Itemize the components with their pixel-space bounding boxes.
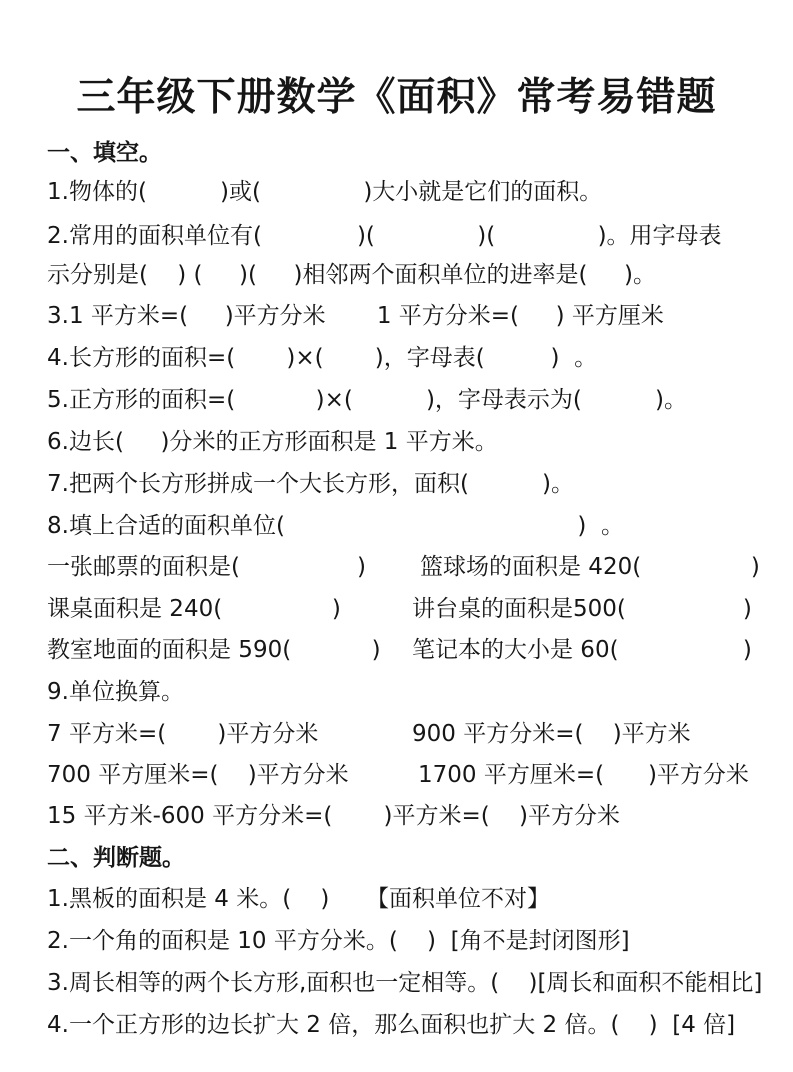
units-row-2-right: 讲台桌的面积是500( ) [412, 596, 752, 622]
section1-heading: 一、填空。 [47, 140, 162, 166]
fill-question-3: 3.1 平方米=( )平方分米 1 平方分米=( ) 平方厘米 [47, 303, 664, 329]
units-row-3-left: 教室地面的面积是 590( ) [47, 637, 381, 663]
fill-question-1: 1.物体的( )或( )大小就是它们的面积。 [47, 179, 603, 205]
units-row-3-right: 笔记本的大小是 60( ) [412, 637, 752, 663]
conversion-row-1-left: 7 平方米=( )平方分米 [47, 721, 319, 747]
units-row-2-left: 课桌面积是 240( ) [47, 596, 341, 622]
fill-question-5: 5.正方形的面积=( )×( )，字母表示为( )。 [47, 387, 687, 413]
judge-question-1: 1.黑板的面积是 4 米。( ) 【面积单位不对】 [47, 886, 550, 912]
fill-question-7: 7.把两个长方形拼成一个大长方形，面积( )。 [47, 471, 575, 497]
conversion-row-2-left: 700 平方厘米=( )平方分米 [47, 762, 349, 788]
conversion-row-2-right: 1700 平方厘米=( )平方分米 [418, 762, 749, 788]
page-title: 三年级下册数学《面积》常考易错题 [76, 75, 717, 120]
fill-question-2-continued: 示分别是( ) ( )( )相邻两个面积单位的进率是( )。 [47, 262, 657, 288]
fill-question-6: 6.边长( )分米的正方形面积是 1 平方米。 [47, 429, 498, 455]
fill-question-9: 9.单位换算。 [47, 679, 184, 705]
judge-question-4: 4.一个正方形的边长扩大 2 倍，那么面积也扩大 2 倍。( ) [4 倍] [47, 1012, 736, 1038]
conversion-row-1-right: 900 平方分米=( )平方米 [412, 721, 691, 747]
fill-question-8: 8.填上合适的面积单位( ) 。 [47, 513, 624, 539]
units-row-1-left: 一张邮票的面积是( ) [47, 554, 366, 580]
units-row-1-right: 篮球场的面积是 420( ) [420, 554, 760, 580]
fill-question-4: 4.长方形的面积=( )×( )，字母表( ) 。 [47, 345, 598, 371]
judge-question-2: 2.一个角的面积是 10 平方分米。( ) [角不是封闭图形] [47, 928, 630, 954]
conversion-row-3: 15 平方米-600 平方分米=( )平方米=( )平方分米 [47, 803, 620, 829]
judge-question-3: 3.周长相等的两个长方形,面积也一定相等。( )[周长和面积不能相比] [47, 970, 763, 996]
section2-heading: 二、判断题。 [47, 845, 185, 871]
fill-question-2: 2.常用的面积单位有( )( )( )。用字母表 [47, 223, 722, 249]
